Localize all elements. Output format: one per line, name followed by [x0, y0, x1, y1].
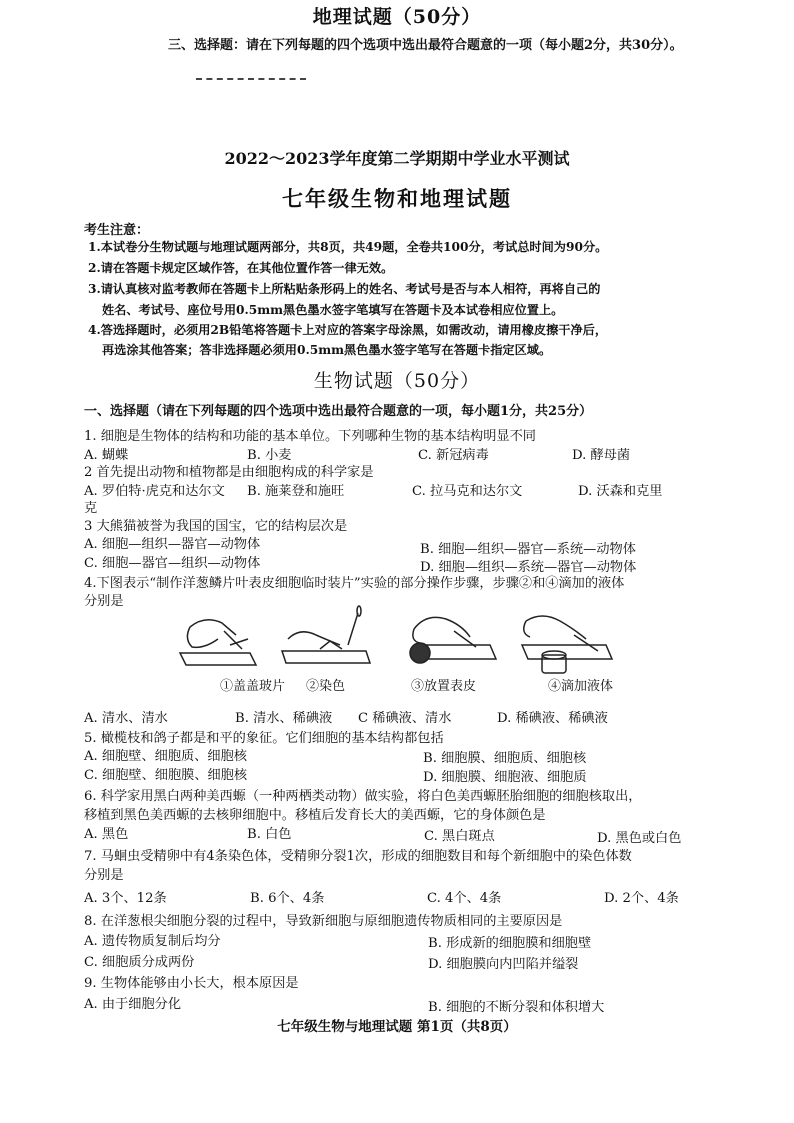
exam-subject: 七年级生物和地理试题 [282, 186, 512, 211]
q4-option-b: B. 清水、稀碘液 [235, 711, 333, 726]
question-8-stem: 8. 在洋葱根尖细胞分裂的过程中，导致新细胞与原细胞遗传物质相同的主要原因是 [84, 914, 563, 929]
step-2-illustration [282, 606, 370, 663]
note-line: 姓名、考试号、座位号用0.5mm黑色墨水签字笔填写在答题卡及本试卷相应位置上。 [102, 303, 564, 317]
q2-option-c: C. 拉马克和达尔文 [412, 484, 523, 499]
page-footer: 七年级生物与地理试题 第1页（共8页） [277, 1019, 517, 1035]
question-4-stem-cont: 分别是 [84, 594, 124, 609]
step-4-illustration [522, 616, 612, 673]
q9-option-a: A. 由于细胞分化 [84, 997, 182, 1012]
q7-option-a: A. 3个、12条 [84, 891, 167, 906]
q1-option-b: B. 小麦 [247, 448, 292, 463]
q8-option-c: C. 细胞质分成两份 [84, 955, 195, 970]
note-line: 2.请在答题卡规定区域作答，在其他位置作答一律无效。 [88, 261, 394, 275]
q1-option-d: D. 酵母菌 [572, 448, 631, 463]
question-9-stem: 9. 生物体能够由小长大，根本原因是 [84, 976, 299, 991]
step-caption-4: ④滴加液体 [548, 679, 614, 694]
geography-title: 地理试题（50分） [312, 6, 482, 28]
q6-option-c: C. 黑白斑点 [424, 829, 495, 844]
q7-option-b: B. 6个、4条 [250, 891, 325, 906]
q6-option-b: B. 白色 [247, 827, 292, 842]
q3-option-b: B. 细胞—组织—器官—系统—动物体 [420, 542, 636, 557]
geography-instruction: 三、选择题：请在下列每题的四个选项中选出最符合题意的一项（每小题2分，共30分）。 [168, 38, 683, 53]
question-3-stem: 3 大熊猫被誉为我国的国宝，它的结构层次是 [84, 519, 348, 534]
q7-option-c: C. 4个、4条 [427, 891, 502, 906]
question-7-stem-cont: 分别是 [84, 868, 124, 883]
step-caption-2: ②染色 [306, 679, 346, 694]
q8-option-a: A. 遗传物质复制后均分 [84, 934, 221, 949]
question-4-stem: 4.下图表示“制作洋葱鳞片叶表皮细胞临时装片”实验的部分操作步骤，步骤②和④滴加的液体 [84, 576, 625, 591]
section-heading: 一、选择题（请在下列每题的四个选项中选出最符合题意的一项，每小题1分，共25分） [84, 404, 593, 419]
q4-option-d: D. 稀碘液、稀碘液 [497, 711, 608, 726]
q2-option-b: B. 施莱登和施旺 [247, 484, 345, 499]
q2-option-d-continued: 克 [84, 501, 98, 516]
step-caption-1: ①盖盖玻片 [220, 679, 286, 694]
question-6-stem-cont: 移植到黑色美西螈的去核卵细胞中。移植后发育长大的美西螈，它的身体颜色是 [84, 808, 546, 823]
note-line: 再选涂其他答案；答非选择题必须用0.5mm黑色墨水签字笔写在答题卡指定区域。 [102, 343, 552, 357]
q5-option-d: D. 细胞膜、细胞液、细胞质 [423, 770, 587, 785]
q1-option-c: C. 新冠病毒 [418, 448, 489, 463]
step-3-illustration [410, 617, 496, 663]
question-7-stem: 7. 马蛔虫受精卵中有4条染色体，受精卵分裂1次，形成的细胞数目和每个新细胞中的染色体数 [84, 849, 632, 864]
q3-option-c: C. 细胞—器官—组织—动物体 [84, 556, 261, 571]
notes-title: 考生注意： [84, 223, 150, 238]
q5-option-b: B. 细胞膜、细胞质、细胞核 [423, 751, 587, 766]
biology-title: 生物试题（50分） [313, 370, 481, 392]
question-5-stem: 5. 橄榄枝和鸽子都是和平的象征。它们细胞的基本结构都包括 [84, 731, 444, 746]
q4-option-c: C 稀碘液、清水 [358, 711, 452, 726]
step-1-illustration [180, 620, 256, 665]
lab-steps-figure [170, 605, 640, 675]
note-line: 3.请认真核对监考教师在答题卡上所粘贴条形码上的姓名、考试号是否与本人相符，再将自己的 [88, 282, 601, 296]
question-6-stem: 6. 科学家用黑白两种美西螈（一种两栖类动物）做实验，将白色美西螈胚胎细胞的细胞核取出， [84, 789, 642, 804]
question-2-stem: 2 首先提出动物和植物都是由细胞构成的科学家是 [84, 465, 374, 480]
q5-option-a: A. 细胞壁、细胞质、细胞核 [84, 749, 247, 764]
step-caption-3: ③放置表皮 [411, 679, 477, 694]
q9-option-b: B. 细胞的不断分裂和体积增大 [428, 1000, 605, 1015]
q4-option-a: A. 清水、清水 [84, 711, 168, 726]
question-1-stem: 1. 细胞是生物体的结构和功能的基本单位。下列哪种生物的基本结构明显不同 [84, 429, 536, 444]
q1-option-a: A. 蝴蝶 [84, 448, 129, 463]
exam-heading: 2022～2023学年度第二学期期中学业水平测试 [224, 149, 570, 168]
q7-option-d: D. 2个、4条 [604, 891, 679, 906]
q3-option-d: D. 细胞—组织—系统—器官—动物体 [420, 560, 637, 575]
q2-option-d: D. 沃森和克里 [578, 484, 663, 499]
note-line: 4.答选择题时，必须用2B铅笔将答题卡上对应的答案字母涂黑，如需改动，请用橡皮擦干净后， [88, 323, 608, 337]
q5-option-c: C. 细胞壁、细胞膜、细胞核 [84, 768, 248, 783]
q8-option-d: D. 细胞膜向内凹陷并缢裂 [428, 957, 579, 972]
q6-option-a: A. 黑色 [84, 827, 129, 842]
q8-option-b: B. 形成新的细胞膜和细胞壁 [428, 936, 592, 951]
q2-option-a: A. 罗伯特·虎克和达尔文 [84, 484, 225, 499]
q6-option-d: D. 黑色或白色 [597, 831, 682, 846]
note-line: 1.本试卷分生物试题与地理试题两部分，共8页，共49题，全卷共100分，考试总时间为90分。 [88, 240, 608, 254]
q3-option-a: A. 细胞—组织—器官—动物体 [84, 537, 261, 552]
scribble-mark [196, 78, 306, 86]
